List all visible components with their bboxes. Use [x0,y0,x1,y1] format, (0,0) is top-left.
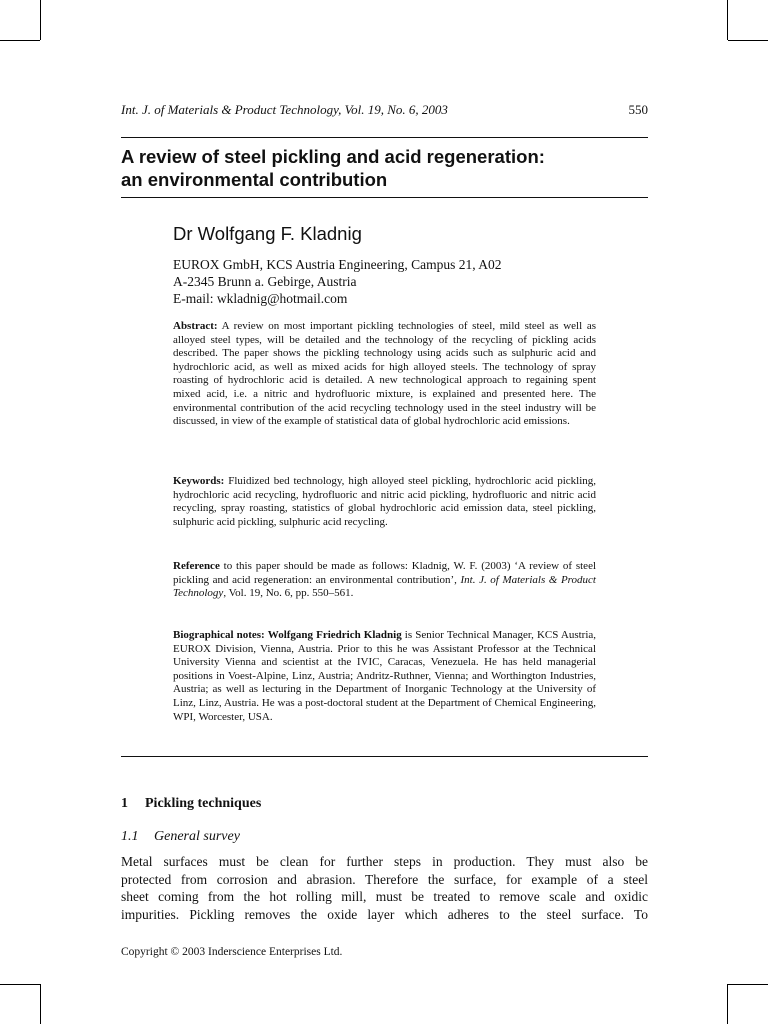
section-number: 1 [121,796,128,811]
crop-mark [0,40,40,41]
title-top-rule [121,137,648,138]
subsection-heading [121,829,240,845]
reference [173,560,596,601]
paper-title [121,145,648,191]
crop-mark [727,984,728,1024]
bio-label: Biographical notes: [173,629,265,641]
affiliation-email: E-mail: wkladnig@hotmail.com [173,291,348,306]
subsection-title: General survey [154,829,240,844]
abstract-text: A review on most important pickling technologies of steel, mild steel as well as alloyed steel types, will be detailed and the technology of the recycling of pickling acids described. The paper shows the pickling technology using acids such as sulphuric acid and hydrochloric acid, as well as mixed acids for high alloyed steels. The technology of spray roasting of hydrochloric acid is detailed. A new technological approach to regaining spent mixed acid, i.e. a nitric and hydrofluoric mixture, is explained and presented here. The environmental contribution of the acid recycling technology used in the steel industry will be discussed, in view of the example of statistical data of global hydrochloric acid emissions. [173,320,596,428]
subsection-number: 1.1 [121,829,139,844]
reference-text: to this paper should be made as follows: Kladnig, W. F. (2003) ‘A review of steel pickling and acid regeneration: an environmental contribution’, [173,560,597,586]
running-header-journal: Int. J. of Materials & Product Technology, Vol. 19, No. 6, 2003 [121,102,448,117]
title-bottom-rule [121,197,648,198]
crop-mark [728,40,768,41]
abstract [173,320,596,429]
title-line-2: an environmental contribution [121,169,388,190]
body-line: sheet coming from the hot rolling mill, must be treated to remove scale and oxidic [121,889,648,904]
reference-details: , Vol. 19, No. 6, pp. 550–561. [223,587,354,600]
section-title: Pickling techniques [145,796,262,811]
title-line-1: A review of steel pickling and acid regeneration: [121,146,545,167]
keywords [173,475,596,529]
crop-mark [40,984,41,1024]
crop-mark [728,984,768,985]
affiliation [173,256,502,307]
crop-mark [40,0,41,40]
crop-mark [0,984,40,985]
abstract-bottom-rule [121,756,648,757]
keywords-text: Fluidized bed technology, high alloyed steel pickling, hydrochloric acid pickling, hydrochloric acid recycling, hydrofluoric and nitric acid pickling, hydrofluoric and nitric acid recycling, spray roasting, statistics of global hydrochloric acid emission data, steel pickling, sulphuric acid pickling, sulphuric acid recycling. [173,475,597,528]
author-name: Dr Wolfgang F. Kladnig [173,223,362,244]
abstract-label: Abstract: [173,320,218,332]
section-heading [121,796,261,812]
affiliation-line-1: EUROX GmbH, KCS Austria Engineering, Campus 21, A02 [173,257,502,272]
bio-name: Wolfgang Friedrich Kladnig [267,629,402,641]
body-paragraph [121,853,648,923]
reference-journal: Int. J. of Materials & Product Technology [173,573,596,600]
biographical-notes [173,629,596,724]
body-line: impurities. Pickling removes the oxide layer which adheres to the steel surface. To [121,906,648,922]
bio-text: is Senior Technical Manager, KCS Austria, EUROX Division, Vienna, Austria. Prior to this he was Assistant Professor at the Technical University Vienna and scientist at the IVIC, Caracas, Venezuela. He has held managerial positions in Voest-Alpine, Linz, Austria; Andritz-Ruthner, Vienna; and Worthington Industries, Austria; as well as lecturing in the Department of Inorganic Technology at the University of Linz, Linz, Austria. He was a post-doctoral student at the Department of Chemical Engineering, WPI, Worcester, USA. [173,629,597,723]
keywords-label: Keywords: [173,475,225,487]
reference-label: Reference [173,560,220,572]
affiliation-line-2: A-2345 Brunn a. Gebirge, Austria [173,274,357,289]
crop-mark [727,0,728,40]
copyright-notice: Copyright © 2003 Inderscience Enterprises Ltd. [121,946,343,958]
body-line: Metal surfaces must be clean for further steps in production. They must also be [121,854,648,869]
page-number: 550 [628,102,648,117]
body-line: protected from corrosion and abrasion. Therefore the surface, for example of a steel [121,871,648,887]
